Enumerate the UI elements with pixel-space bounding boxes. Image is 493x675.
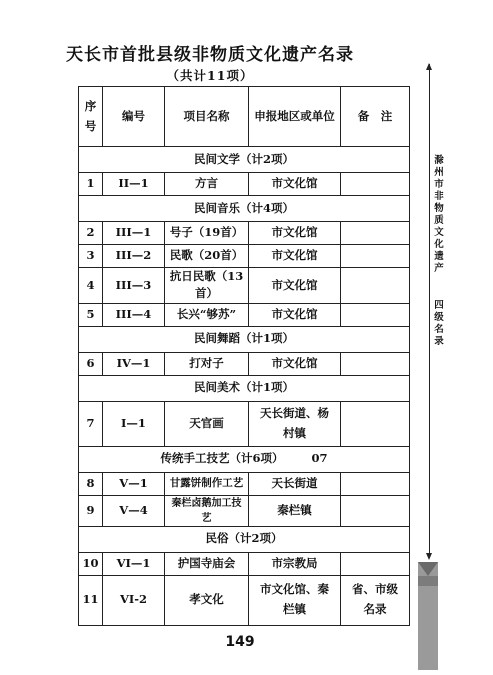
running-head-char: 市 xyxy=(434,179,444,190)
running-head-char: 物 xyxy=(434,203,444,214)
cell-note xyxy=(341,401,410,446)
cell-region xyxy=(249,575,341,625)
table-row xyxy=(79,401,410,446)
cell-name: 秦栏卤鹅加工技艺 xyxy=(165,495,249,526)
table-row xyxy=(79,222,410,245)
cell-note xyxy=(341,575,410,625)
running-head-char: 化 xyxy=(434,239,444,250)
rule-bottom-arrow-icon xyxy=(426,553,432,560)
cell-code: III—3 xyxy=(103,268,165,304)
cell-note xyxy=(341,472,410,495)
category-cell xyxy=(79,196,410,222)
running-head-vertical xyxy=(432,155,446,275)
cell-code: II—1 xyxy=(103,173,165,196)
cell-seq: 2 xyxy=(79,222,103,245)
cell-seq: 6 xyxy=(79,352,103,375)
category-row xyxy=(79,326,410,352)
category-cell xyxy=(79,326,410,352)
category-row xyxy=(79,446,410,472)
cell-seq: 5 xyxy=(79,303,103,326)
cell-name: 甘露饼制作工艺 xyxy=(165,472,249,495)
category-row xyxy=(79,196,410,222)
category-label: 民间美术（计1项） xyxy=(193,380,294,395)
cell-region: 市文化馆 xyxy=(249,303,341,326)
cell-note xyxy=(341,552,410,575)
cell-code: VI-2 xyxy=(103,575,165,625)
cell-name: 孝文化 xyxy=(165,575,249,625)
header-code: 编号 xyxy=(103,87,165,147)
table-row xyxy=(79,495,410,526)
cell-seq: 8 xyxy=(79,472,103,495)
cell-seq: 11 xyxy=(79,575,103,625)
cell-code: V—1 xyxy=(103,472,165,495)
cell-code: VI—1 xyxy=(103,552,165,575)
cell-code: I—1 xyxy=(103,401,165,446)
category-cell xyxy=(79,147,410,173)
running-head-char: 非 xyxy=(434,191,444,202)
category-row xyxy=(79,526,410,552)
running-head-char: 州 xyxy=(434,167,444,178)
cell-seq: 9 xyxy=(79,495,103,526)
cell-name: 抗日民歌（13首） xyxy=(165,268,249,304)
cell-code: III—4 xyxy=(103,303,165,326)
category-row xyxy=(79,147,410,173)
category-label: 民间文学（计2项） xyxy=(193,151,294,166)
cell-name: 民歌（20首） xyxy=(165,245,249,268)
cell-seq: 10 xyxy=(79,552,103,575)
cell-note xyxy=(341,352,410,375)
table-row xyxy=(79,472,410,495)
tab-band xyxy=(418,576,438,586)
running-head-char: 滁 xyxy=(434,155,444,166)
running-head-char: 产 xyxy=(434,263,444,274)
table-row xyxy=(79,173,410,196)
cell-note xyxy=(341,222,410,245)
cell-region: 市文化馆 xyxy=(249,352,341,375)
running-head-char: 名 xyxy=(434,324,444,335)
cell-seq: 1 xyxy=(79,173,103,196)
document-subtitle: （共计11项） xyxy=(166,68,254,83)
category-page-mark: 07 xyxy=(311,451,328,466)
table-row xyxy=(79,245,410,268)
rule-top-arrow-icon xyxy=(426,63,432,70)
cell-seq: 3 xyxy=(79,245,103,268)
header-seq: 序号 xyxy=(79,87,103,147)
category-label: 民间舞蹈（计1项） xyxy=(193,331,294,346)
cell-name: 方言 xyxy=(165,173,249,196)
header-note: 备 注 xyxy=(341,87,410,147)
category-cell xyxy=(79,375,410,401)
header-region: 申报地区或单位 xyxy=(249,87,341,147)
cell-name: 号子（19首） xyxy=(165,222,249,245)
cell-region: 天长街道 xyxy=(249,472,341,495)
header-name: 项目名称 xyxy=(165,87,249,147)
note-text: 省、市级名录 xyxy=(352,582,398,616)
running-head-char: 录 xyxy=(434,336,444,347)
table-header-row xyxy=(79,87,410,147)
running-head-char: 四 xyxy=(434,300,444,311)
cell-code: III—1 xyxy=(103,222,165,245)
cell-region xyxy=(249,401,341,446)
cell-note xyxy=(341,245,410,268)
cell-note xyxy=(341,173,410,196)
category-label: 民间音乐（计4项） xyxy=(193,200,294,215)
running-head-vertical-2 xyxy=(432,300,446,348)
document-title: 天长市首批县级非物质文化遗产名录 xyxy=(66,45,354,65)
cell-seq: 7 xyxy=(79,401,103,446)
cell-code: III—2 xyxy=(103,245,165,268)
table-row xyxy=(79,268,410,304)
cell-region: 市文化馆 xyxy=(249,268,341,304)
cell-name: 打对子 xyxy=(165,352,249,375)
cell-region: 市宗教局 xyxy=(249,552,341,575)
cell-seq: 4 xyxy=(79,268,103,304)
table-row xyxy=(79,352,410,375)
category-cell xyxy=(79,526,410,552)
cell-code: IV—1 xyxy=(103,352,165,375)
tab-arrow-icon xyxy=(418,562,438,576)
running-head-char: 质 xyxy=(434,215,444,226)
edge-thumb-tab xyxy=(418,562,438,670)
category-label: 民俗（计2项） xyxy=(205,531,283,546)
cell-region: 市文化馆 xyxy=(249,245,341,268)
running-head-char: 文 xyxy=(434,227,444,238)
cell-region: 市文化馆 xyxy=(249,173,341,196)
cell-note xyxy=(341,495,410,526)
page-number: 149 xyxy=(225,634,255,650)
region-text: 市文化馆、秦栏镇 xyxy=(260,582,329,616)
table-row xyxy=(79,575,410,625)
table-row xyxy=(79,552,410,575)
cell-region: 市文化馆 xyxy=(249,222,341,245)
category-cell xyxy=(79,446,410,472)
margin-rule xyxy=(429,64,430,558)
table-row xyxy=(79,303,410,326)
heritage-table xyxy=(78,86,410,626)
cell-name: 长兴“够苏” xyxy=(165,303,249,326)
cell-code: V—4 xyxy=(103,495,165,526)
cell-note xyxy=(341,268,410,304)
category-row xyxy=(79,375,410,401)
cell-note xyxy=(341,303,410,326)
running-head-char: 级 xyxy=(434,312,444,323)
region-text: 天长街道、杨村镇 xyxy=(260,405,329,440)
running-head-char: 遗 xyxy=(434,251,444,262)
category-label: 传统手工技艺（计6项） xyxy=(160,451,284,466)
cell-region: 秦栏镇 xyxy=(249,495,341,526)
cell-name: 护国寺庙会 xyxy=(165,552,249,575)
cell-name: 天官画 xyxy=(165,401,249,446)
